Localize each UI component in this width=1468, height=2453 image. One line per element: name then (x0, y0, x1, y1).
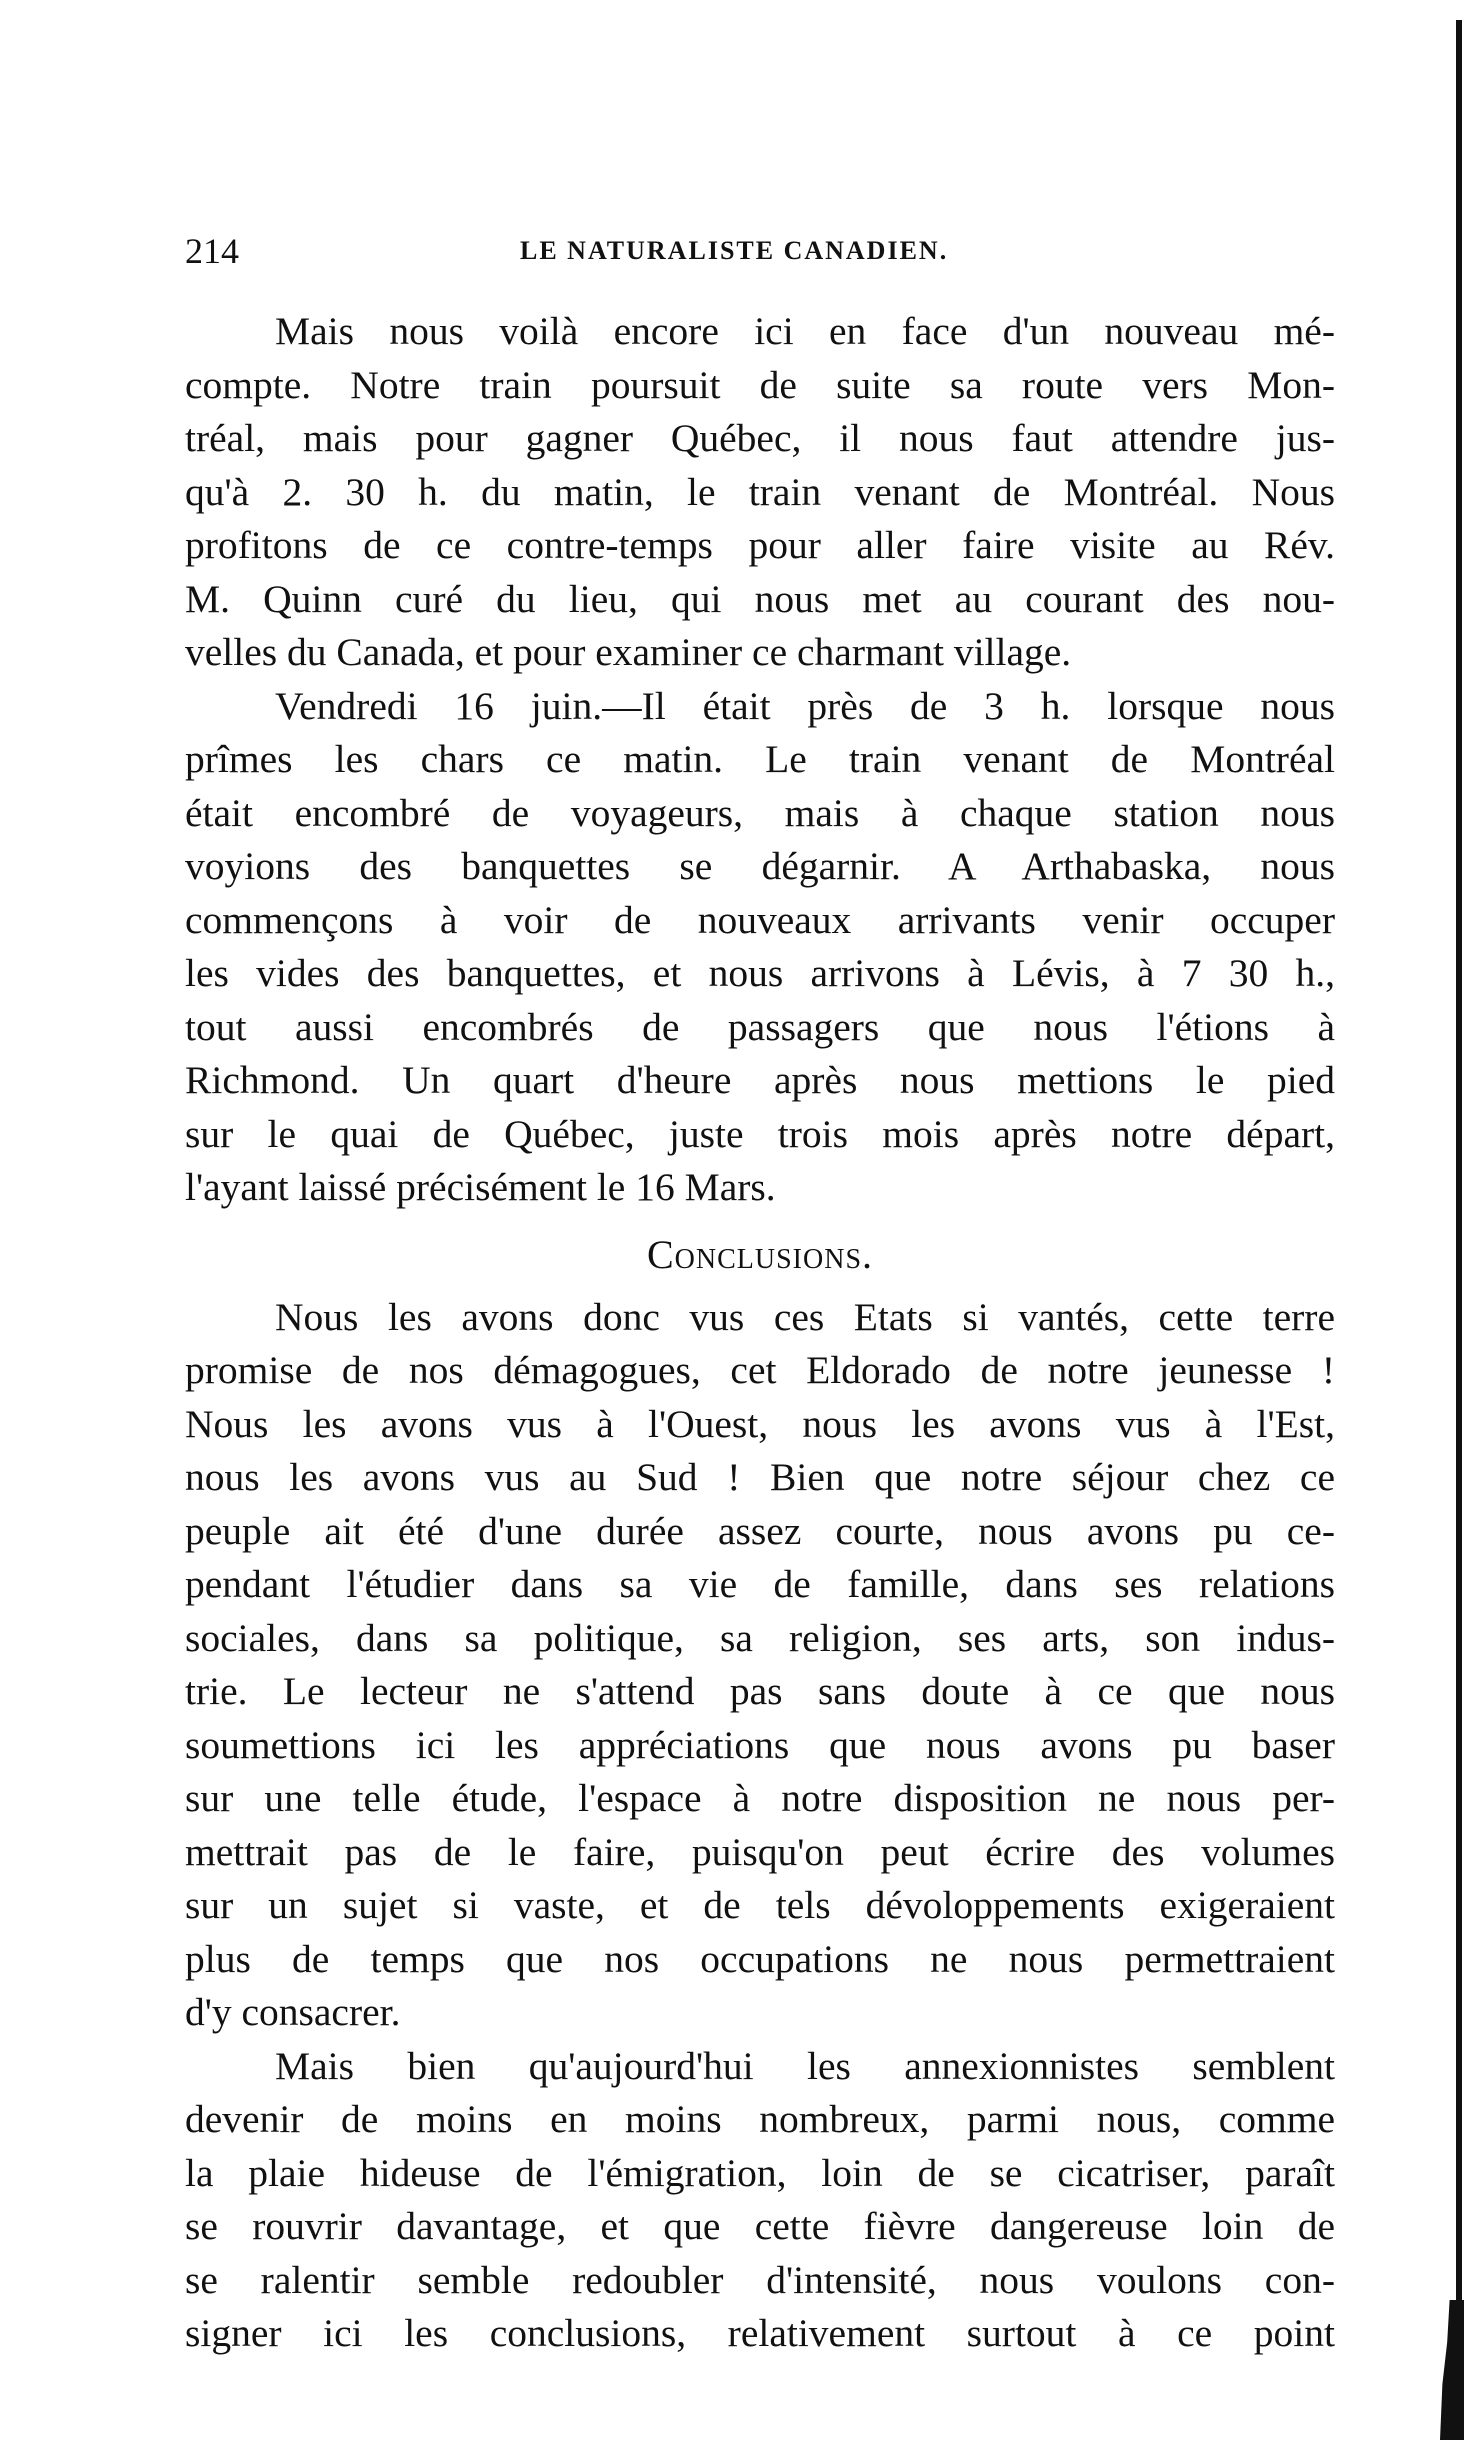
text-line: soumettions ici les appréciations que nous avons pu baser (185, 1722, 1335, 1767)
section-heading: Conclusions. (646, 1231, 874, 1277)
text-line: sur un sujet si vaste, et de tels dévoloppements exigeraient (185, 1883, 1335, 1927)
text-line: Nous les avons vus à l'Ouest, nous les avons vus à l'Est, (185, 1401, 1335, 1446)
text-line: d'y consacrer. (185, 1990, 401, 2034)
binding-line (1456, 20, 1462, 2400)
text-line: pendant l'étudier dans sa vie de famille, dans ses relations (185, 1562, 1335, 1606)
text-line: Vendredi 16 juin.—Il était près de 3 h. lorsque nous (275, 683, 1335, 728)
text-line: mettrait pas de le faire, puisqu'on peut écrire des volumes (185, 1829, 1335, 1874)
text-line: M. Quinn curé du lieu, qui nous met au courant des nou- (185, 576, 1335, 621)
text-line: profitons de ce contre-temps pour aller faire visite au Rév. (185, 523, 1335, 567)
text-line: les vides des banquettes, et nous arrivons à Lévis, à 7 30 h., (185, 951, 1335, 995)
text-line: Nous les avons donc vus ces Etats si vantés, cette terre (275, 1294, 1335, 1339)
text-line: sur le quai de Québec, juste trois mois après notre départ, (185, 1111, 1335, 1156)
paragraph-4 (185, 2040, 1335, 2361)
text-line: sur une telle étude, l'espace à notre disposition ne nous per- (185, 1776, 1335, 1820)
paragraph-2 (185, 680, 1335, 1215)
paragraph-1 (185, 305, 1335, 680)
text-line: nous les avons vus au Sud ! Bien que notre séjour chez ce (185, 1455, 1335, 1499)
text-line: commençons à voir de nouveaux arrivants venir occuper (185, 897, 1335, 942)
text-line: la plaie hideuse de l'émigration, loin de se cicatriser, paraît (185, 2150, 1335, 2195)
text-line: promise de nos démagogues, cet Eldorado de notre jeunesse ! (185, 1348, 1335, 1392)
text-line: l'ayant laissé précisément le 16 Mars. (185, 1165, 776, 1209)
running-title: LE NATURALISTE CANADIEN. (520, 236, 949, 265)
text-line: Mais nous voilà encore ici en face d'un nouveau mé- (275, 309, 1335, 353)
page-header (185, 230, 1360, 290)
text-line: plus de temps que nos occupations ne nous permettraient (185, 1936, 1335, 1981)
text-line: était encombré de voyageurs, mais à chaque station nous (185, 790, 1335, 835)
text-line: peuple ait été d'une durée assez courte, nous avons pu ce- (185, 1508, 1335, 1553)
text-line: se ralentir semble redoubler d'intensité, nous voulons con- (185, 2257, 1335, 2302)
text-line: sociales, dans sa politique, sa religion, ses arts, son indus- (185, 1615, 1335, 1660)
text-line: tréal, mais pour gagner Québec, il nous faut attendre jus- (185, 416, 1335, 460)
text-line: signer ici les conclusions, relativement surtout à ce point (185, 2311, 1335, 2355)
body-text (185, 305, 1335, 2361)
text-line: velles du Canada, et pour examiner ce charmant village. (185, 630, 1072, 674)
text-line: tout aussi encombrés de passagers que nous l'étions à (185, 1004, 1335, 1049)
text-line: compte. Notre train poursuit de suite sa route vers Mon- (185, 362, 1335, 407)
text-line: prîmes les chars ce matin. Le train venant de Montréal (185, 737, 1335, 781)
binding-blot (1440, 2300, 1464, 2440)
text-line: Richmond. Un quart d'heure après nous mettions le pied (185, 1058, 1335, 1102)
text-line: se rouvrir davantage, et que cette fièvre dangereuse loin de (185, 2204, 1335, 2248)
text-line: trie. Le lecteur ne s'attend pas sans doute à ce que nous (185, 1669, 1335, 1713)
text-line: Mais bien qu'aujourd'hui les annexionnistes semblent (275, 2043, 1335, 2088)
binding-edge (1450, 0, 1468, 2453)
page-number: 214 (185, 231, 239, 271)
text-line: voyions des banquettes se dégarnir. A Arthabaska, nous (185, 844, 1335, 888)
text-line: devenir de moins en moins nombreux, parmi nous, comme (185, 2097, 1335, 2141)
text-line: qu'à 2. 30 h. du matin, le train venant de Montréal. Nous (185, 469, 1335, 514)
paragraph-3 (185, 1291, 1335, 2040)
